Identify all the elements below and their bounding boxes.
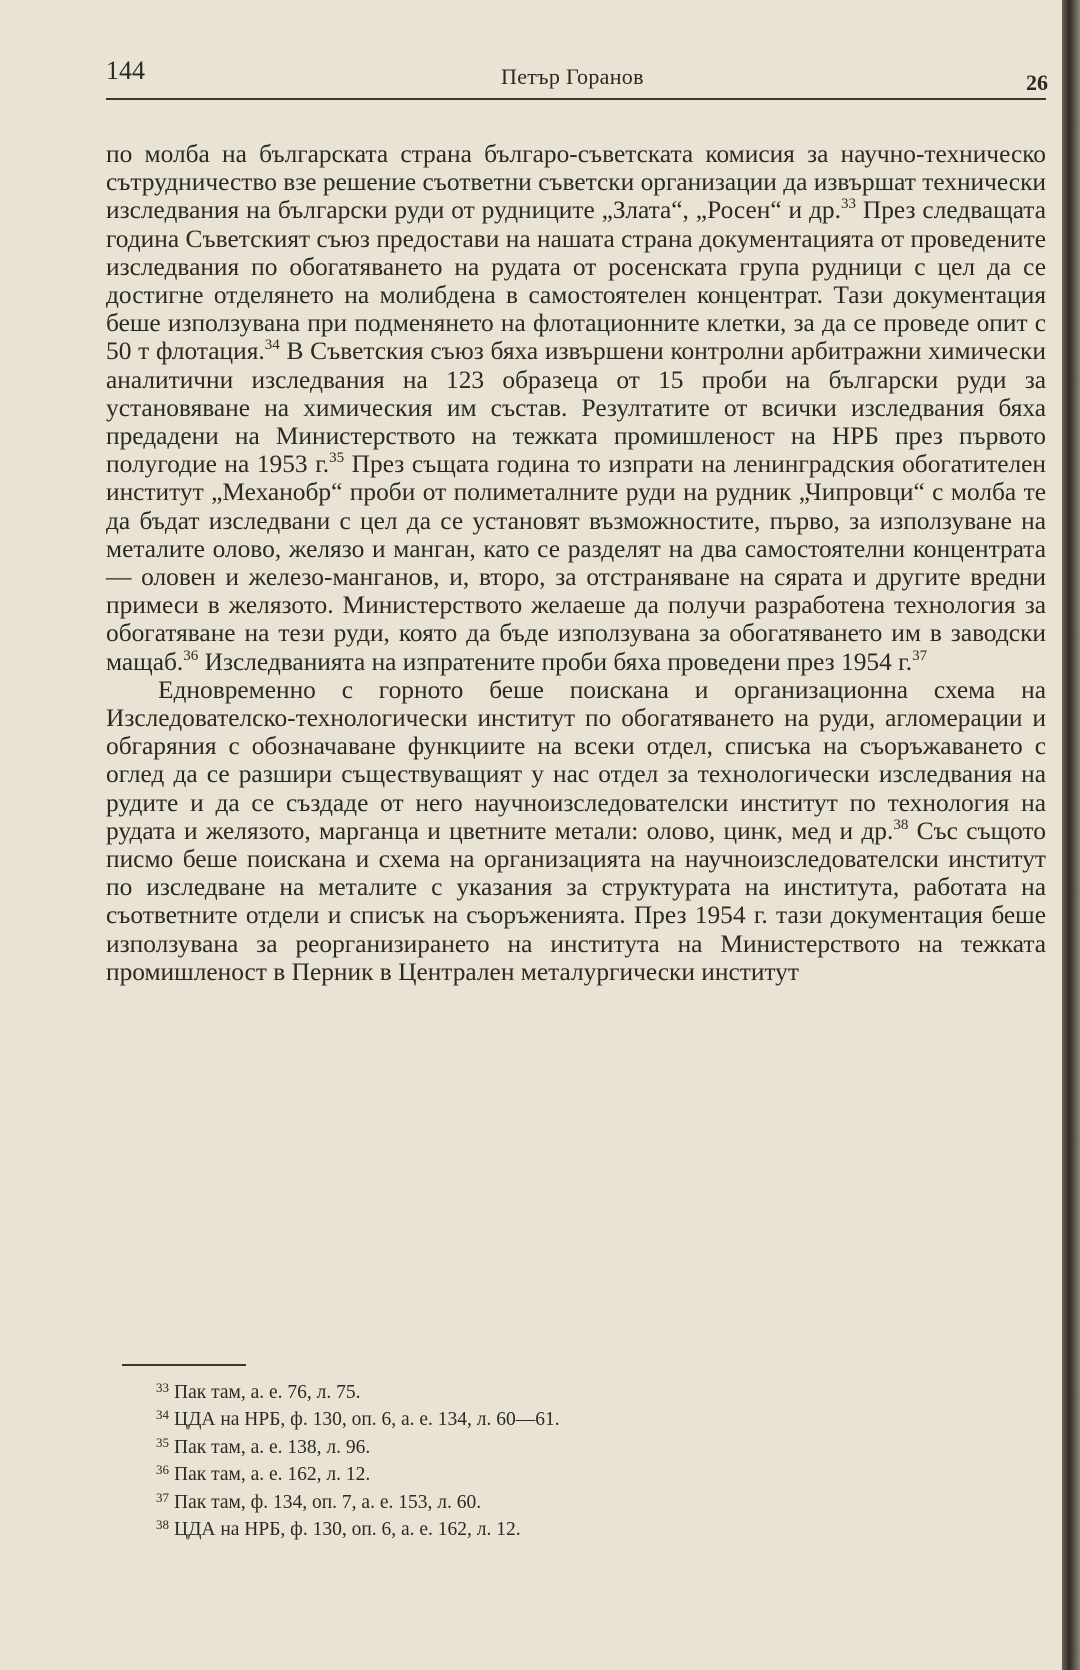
footnote-reference: 33 bbox=[840, 196, 856, 213]
footnote-text: Пак там, а. е. 138, л. 96. bbox=[174, 1436, 371, 1458]
page-number: 144 bbox=[106, 56, 145, 85]
page-header bbox=[106, 52, 1048, 100]
footnote-text: Пак там, ф. 134, оп. 7, а. е. 153, л. 60. bbox=[174, 1491, 482, 1513]
footnote-text: Пак там, а. е. 76, л. 75. bbox=[174, 1382, 361, 1403]
footnote-text: ЦДА на НРБ, ф. 130, оп. 6, а. е. 134, л. 60—61. bbox=[174, 1409, 560, 1431]
footnote-text: Пак там, а. е. 162, л. 12. bbox=[174, 1464, 371, 1486]
footnote-number: 34 bbox=[156, 1407, 169, 1423]
footnote-reference: 37 bbox=[912, 647, 928, 664]
body-paragraph bbox=[106, 676, 1046, 986]
footnote-reference: 36 bbox=[183, 647, 199, 664]
footnotes bbox=[156, 1377, 956, 1541]
footnote bbox=[156, 1432, 956, 1459]
footnote-reference: 34 bbox=[264, 337, 280, 354]
footnote-number: 35 bbox=[156, 1434, 169, 1450]
running-title: Петър Горанов bbox=[501, 64, 644, 89]
text-run: В Съветския съюз бяха извършени контролни арбитражни химически аналитични изследвания на 123 образеца от 15 проби на български руди за установяване на химическия им състав. Резултатите от всички изследвания бяха предадени на Министерството на тежката промишленост на НРБ през първото полугодие на 1953 г. bbox=[106, 337, 1046, 479]
footnote-reference: 38 bbox=[893, 816, 909, 833]
body-text bbox=[106, 140, 1046, 986]
footnote-number: 33 bbox=[156, 1380, 169, 1395]
footnote bbox=[156, 1377, 956, 1404]
footnote bbox=[156, 1487, 956, 1514]
text-run: Едновременно с горното беше поискана и организационна схема на Изследователско-технологически институт по обогатяването на руди, агломерации и обгаряния с обозначаване функциите на всеки отдел, списъка на съоръжаването с оглед да се разшири съществуващият у нас отдел за технологически изследвания на рудите и да се създаде от него научноизследователски институт по технология на рудата и желязото, марганца и цветните метали: олово, цинк, мед и др. bbox=[106, 675, 1046, 845]
footnote-number: 37 bbox=[156, 1489, 169, 1505]
text-run: През същата година то изпрати на ленинградския обогатителен институт „Механобр“ проби от полиметалните руди на рудник „Чипровци“ с молба те да бъдат изследвани с цел да се установят възможностите, първо, за използуване на металите олово, желязо и манган, като се разделят на два самостоятелни концентрата — оловен и железо-манганов, и, второ, за отстраняване на сярата и другите вредни примеси в желязото. Министерството желаеше да получи разработена технология за обогатяване на тези руди, която да бъде използувана за обогатяването им в заводски мащаб. bbox=[106, 450, 1046, 676]
text-run: През следващата година Съветският съюз предостави на нашата страна документацията от проведените изследвания по обогатяването на рудата от росенската група рудници с цел да се достигне отделянето на молибдена в самостоятелен концентрат. Тази документация беше използувана при подменянето на флотационните клетки, за да се проведе опит с 50 т флотация. bbox=[106, 196, 1046, 366]
footnote bbox=[156, 1404, 956, 1431]
footnote-text: ЦДА на НРБ, ф. 130, оп. 6, а. е. 162, л. 12. bbox=[174, 1519, 521, 1541]
footnote-number: 36 bbox=[156, 1462, 169, 1478]
footnote-number: 38 bbox=[156, 1517, 169, 1533]
footnote bbox=[156, 1514, 956, 1541]
footnote bbox=[156, 1459, 956, 1486]
text-run: по молба на българската страна българо-съветската комисия за научно-техническо сътрудничество взе решение съответни съветски организации да извършат технически изследвания на български руди от рудниците „Злата“, „Росен“ и др. bbox=[106, 140, 1046, 225]
text-run: Изследванията на изпратените проби бяха проведени през 1954 г. bbox=[198, 647, 913, 676]
bleed-through-number: 26 bbox=[1026, 70, 1048, 95]
footnote-rule bbox=[122, 1364, 246, 1366]
body-paragraph bbox=[106, 140, 1046, 676]
text-run: Със същото писмо беше поискана и схема на организацията на научноизследователски институт по изследване на металите с указания за структурата на института, работата на съответните отдели и списък на съоръженията. През 1954 г. тази документация беше използувана за реорганизирането на института на Министерството на тежката промишленост в Перник в Централен металургически институт bbox=[106, 816, 1046, 986]
book-spine-edge bbox=[1062, 0, 1080, 1670]
footnote-reference: 35 bbox=[329, 450, 345, 467]
header-rule bbox=[106, 98, 1046, 100]
